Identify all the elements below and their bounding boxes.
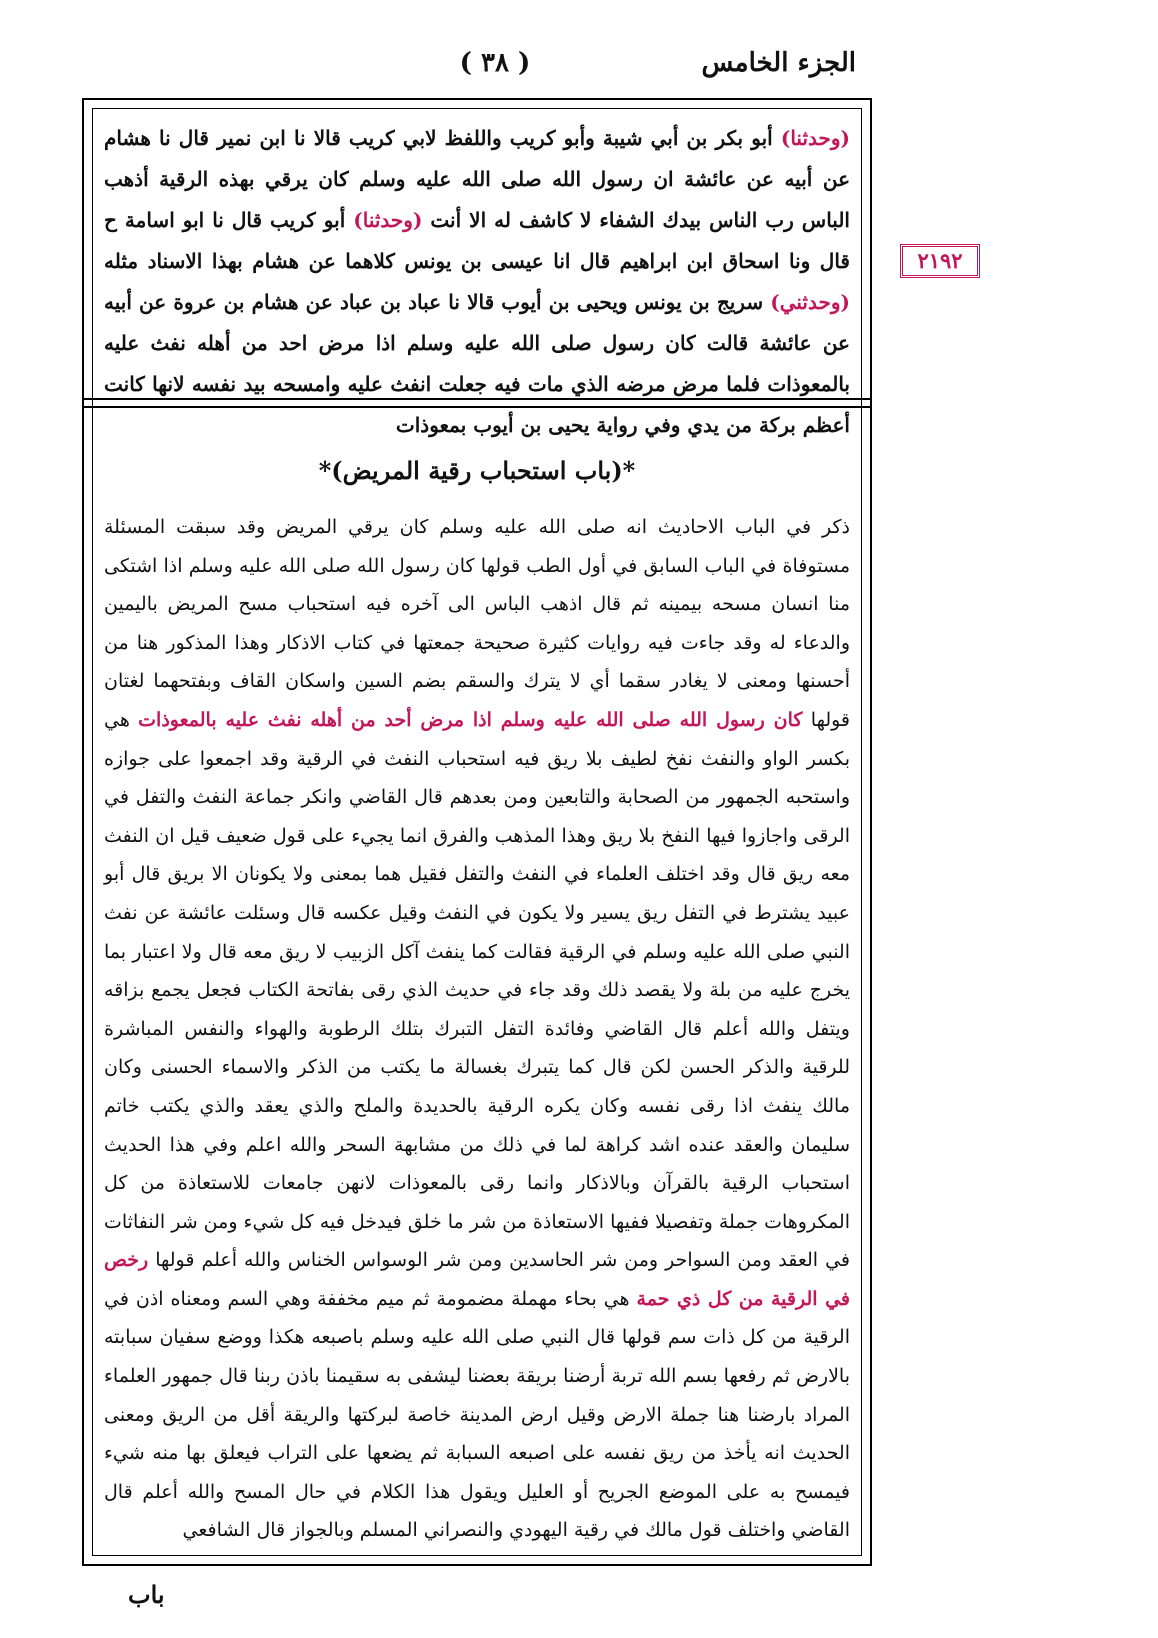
commentary-segment: هي بحاء مهملة مضمومة ثم ميم مخففة وهي السم ومعناه اذن في الرقية من كل ذات سم قولها قال النبي صلى الله عليه وسلم باصبعه هكذا ووضع سفيان سبابته بالارض ثم رفعها بسم الله تربة أرضنا بريقة بعضنا ليشفى به سقيمنا باذن ربنا قال جمهور العلماء المراد بارضنا هنا جملة الارض وقيل ارض المدينة خاصة لبركتها والريقة أقل من الريق ومعنى الحديث انه يأخذ من ريق نفسه على اصبعه السبابة ثم يضعها على التراب فيعلق بها منه شيء فيمسح به على الموضع الجريح أو العليل ويقول هذا الكلام في حال المسح والله أعلم قال القاضي واختلف قول مالك في رقية اليهودي والنصراني المسلم وبالجواز قال الشافعي (104, 1287, 850, 1542)
hadith-part: أبو بكر بن أبي شيبة وأبو كريب واللفظ لابي كريب قالا نا ابن نمير قال نا هشام عن أبيه عن عائشة ان رسول الله صلى الله عليه وسلم كان يرقي بهذه الرقية أذهب الباس رب الناس بيدك الشفاء لا كاشف له الا أنت (104, 126, 850, 232)
hadith-part: سريج بن يونس ويحيى بن أيوب قالا نا عباد بن عباد عن هشام بن عروة عن أبيه عن عائشة قالت كان رسول صلى الله عليه وسلم اذا مرض احد من أهله نفث عليه بالمعوذات فلما مرض مرضه الذي مات فيه جعلت انفث عليه وامسحه بيد نفسه لانها كانت أعظم بركة من يدي وفي رواية يحيى بن أيوب بمعوذات (104, 290, 850, 437)
haddathani-marker: (وحدثني) (770, 290, 850, 314)
quoted-matn: كان رسول الله صلى الله عليه وسلم اذا مرض أحد من أهله نفث عليه بالمعوذات (138, 708, 803, 731)
chapter-title: *(باب استحباب رقية المريض)* (318, 456, 636, 485)
haddathana-marker: (وحدثنا) (353, 208, 423, 232)
commentary-segment: هي بكسر الواو والنفث نفخ لطيف بلا ريق فيه استحباب النفث في الرقية وقد اجمعوا على جوازه واستحبه الجمهور من الصحابة والتابعين ومن بعدهم قال القاضي وانكر جماعة النفث والتفل في الرقى واجازوا فيها النفخ بلا ريق وهذا المذهب والفرق انما يجيء على قول ضعيف قيل ان النفث معه ريق قال وقد اختلف العلماء في النفث والتفل فقيل هما بمعنى ولا يكونان الا بريق قال أبو عبيد يشترط في التفل ريق يسير ولا يكون في النفث وقيل عكسه قال وسئلت عائشة عن نفث النبي صلى الله عليه وسلم في الرقية فقالت كما ينفث آكل الزبيب لا ريق معه قال ولا اعتبار بما يخرج عليه من بلة ولا يقصد ذلك وقد جاء في حديث الذي رقى بفاتحة الكتاب فجعل يجمع بزاقه ويتفل والله أعلم قال القاضي وفائدة التفل التبرك بتلك الرطوبة والهواء والنفس المباشرة للرقية والذكر الحسن لكن قال كما يتبرك بغسالة ما يكتب من الذكر والاسماء الحسنى وكان مالك ينفث اذا رقى نفسه وكان يكره الرقية بالحديدة والملح والذي يعقد والذي يكتب خاتم سليمان والعقد عنده اشد كراهة لما في ذلك من مشابهة السحر والله اعلم وفي هذا الحديث استحباب الرقية بالقرآن وبالاذكار وانما رقى بالمعوذات لانهن جامعات للاستعاذة من كل المكروهات جملة وتفصيلا ففيها الاستعاذة من شر ما خلق فيدخل فيه كل شيء ومن شر النفاثات في العقد ومن السواحر ومن شر الحاسدين ومن شر الوسواس الخناس والله أعلم قولها (104, 708, 850, 1272)
catchword: باب (128, 1580, 165, 1609)
hadith-part: أبو كريب قال نا ابو اسامة ح قال ونا اسحاق ابن ابراهيم قال انا عيسى بن يونس كلاهما عن هشام بهذا الاسناد مثله (104, 208, 850, 273)
quoted-matn: رخص في الرقية من كل ذي حمة (104, 1249, 851, 1310)
page-number: ( ٣٨ ) (459, 48, 531, 78)
hadith-text (104, 118, 850, 437)
commentary-text (104, 508, 850, 1548)
hadith-number-badge: ٢١٩٢ (900, 244, 980, 278)
running-head-volume: الجزء الخامس (701, 48, 856, 78)
haddathana-marker: (وحدثنا) (780, 126, 850, 150)
commentary-segment: ذكر في الباب الاحاديث انه صلى الله عليه وسلم كان يرقي المريض وقد سبقت المسئلة مستوفاة في الباب السابق في أول الطب قولها كان رسول الله صلى الله عليه وسلم اذا اشتكى منا انسان مسحه بيمينه ثم قال اذهب الباس الى آخره فيه استحباب مسح المريض باليمين والدعاء له وقد جاءت فيه روايات كثيرة صحيحة جمعتها في كتاب الاذكار وهذا المذكور هنا من أحسنها ومعنى لا يغادر سقما أي لا يترك والسقم بضم السين واسكان القاف وبفتحهما لغتان قولها (104, 516, 851, 731)
